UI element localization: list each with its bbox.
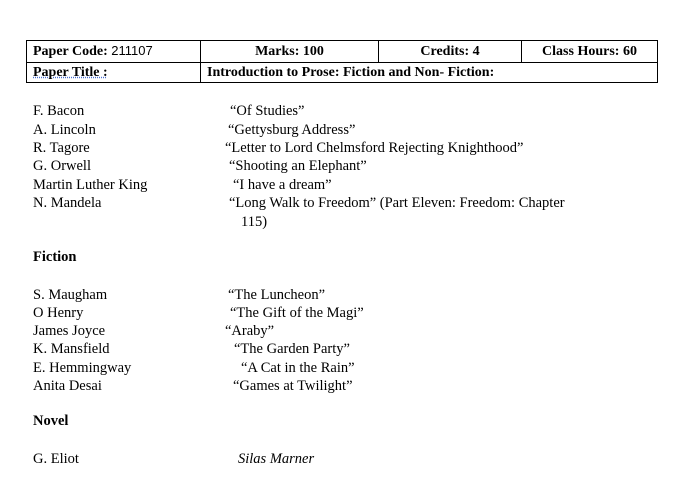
paper-code-value: 211107 bbox=[111, 43, 153, 58]
work-title: Silas Marner bbox=[238, 451, 315, 467]
paper-title-label: Paper Title : bbox=[33, 65, 108, 80]
author-name: E. Hemmingway bbox=[33, 360, 132, 376]
work-title: “Games at Twilight” bbox=[233, 378, 353, 394]
paper-title-value: Introduction to Prose: Fiction and Non- Fiction: bbox=[201, 63, 658, 83]
author-name: O Henry bbox=[33, 305, 84, 321]
author-name: James Joyce bbox=[33, 323, 106, 339]
work-title: “Shooting an Elephant” bbox=[229, 158, 367, 174]
work-title: “Of Studies” bbox=[230, 103, 305, 119]
author-name: Martin Luther King bbox=[33, 177, 148, 193]
section-heading-novel: Novel bbox=[33, 413, 69, 429]
author-name: Anita Desai bbox=[33, 378, 102, 394]
author-name: G. Eliot bbox=[33, 451, 79, 467]
work-title-continuation: 115) bbox=[241, 214, 268, 230]
work-title: “A Cat in the Rain” bbox=[241, 360, 355, 376]
author-name: A. Lincoln bbox=[33, 122, 96, 138]
paper-code-cell bbox=[27, 41, 201, 63]
paper-title-label-cell bbox=[27, 63, 201, 83]
author-name: S. Maugham bbox=[33, 287, 108, 303]
work-title: “Araby” bbox=[225, 323, 275, 339]
paper-code-label: Paper Code: bbox=[33, 44, 108, 59]
work-title: “Long Walk to Freedom” (Part Eleven: Freedom: Chapter bbox=[229, 195, 565, 211]
class-hours-cell: Class Hours: 60 bbox=[522, 41, 658, 63]
author-name: G. Orwell bbox=[33, 158, 91, 174]
section-heading-fiction: Fiction bbox=[33, 249, 77, 265]
work-title: “I have a dream” bbox=[233, 177, 332, 193]
marks-cell: Marks: 100 bbox=[201, 41, 379, 63]
work-title: “Gettysburg Address” bbox=[228, 122, 356, 138]
work-title: “Letter to Lord Chelmsford Rejecting Knighthood” bbox=[225, 140, 524, 156]
work-title: “The Garden Party” bbox=[234, 341, 350, 357]
work-title: “The Gift of the Magi” bbox=[230, 305, 364, 321]
author-name: N. Mandela bbox=[33, 195, 102, 211]
author-name: F. Bacon bbox=[33, 103, 85, 119]
credits-cell: Credits: 4 bbox=[379, 41, 522, 63]
author-name: R. Tagore bbox=[33, 140, 90, 156]
paper-info-table bbox=[26, 40, 658, 83]
work-title: “The Luncheon” bbox=[228, 287, 326, 303]
author-name: K. Mansfield bbox=[33, 341, 110, 357]
